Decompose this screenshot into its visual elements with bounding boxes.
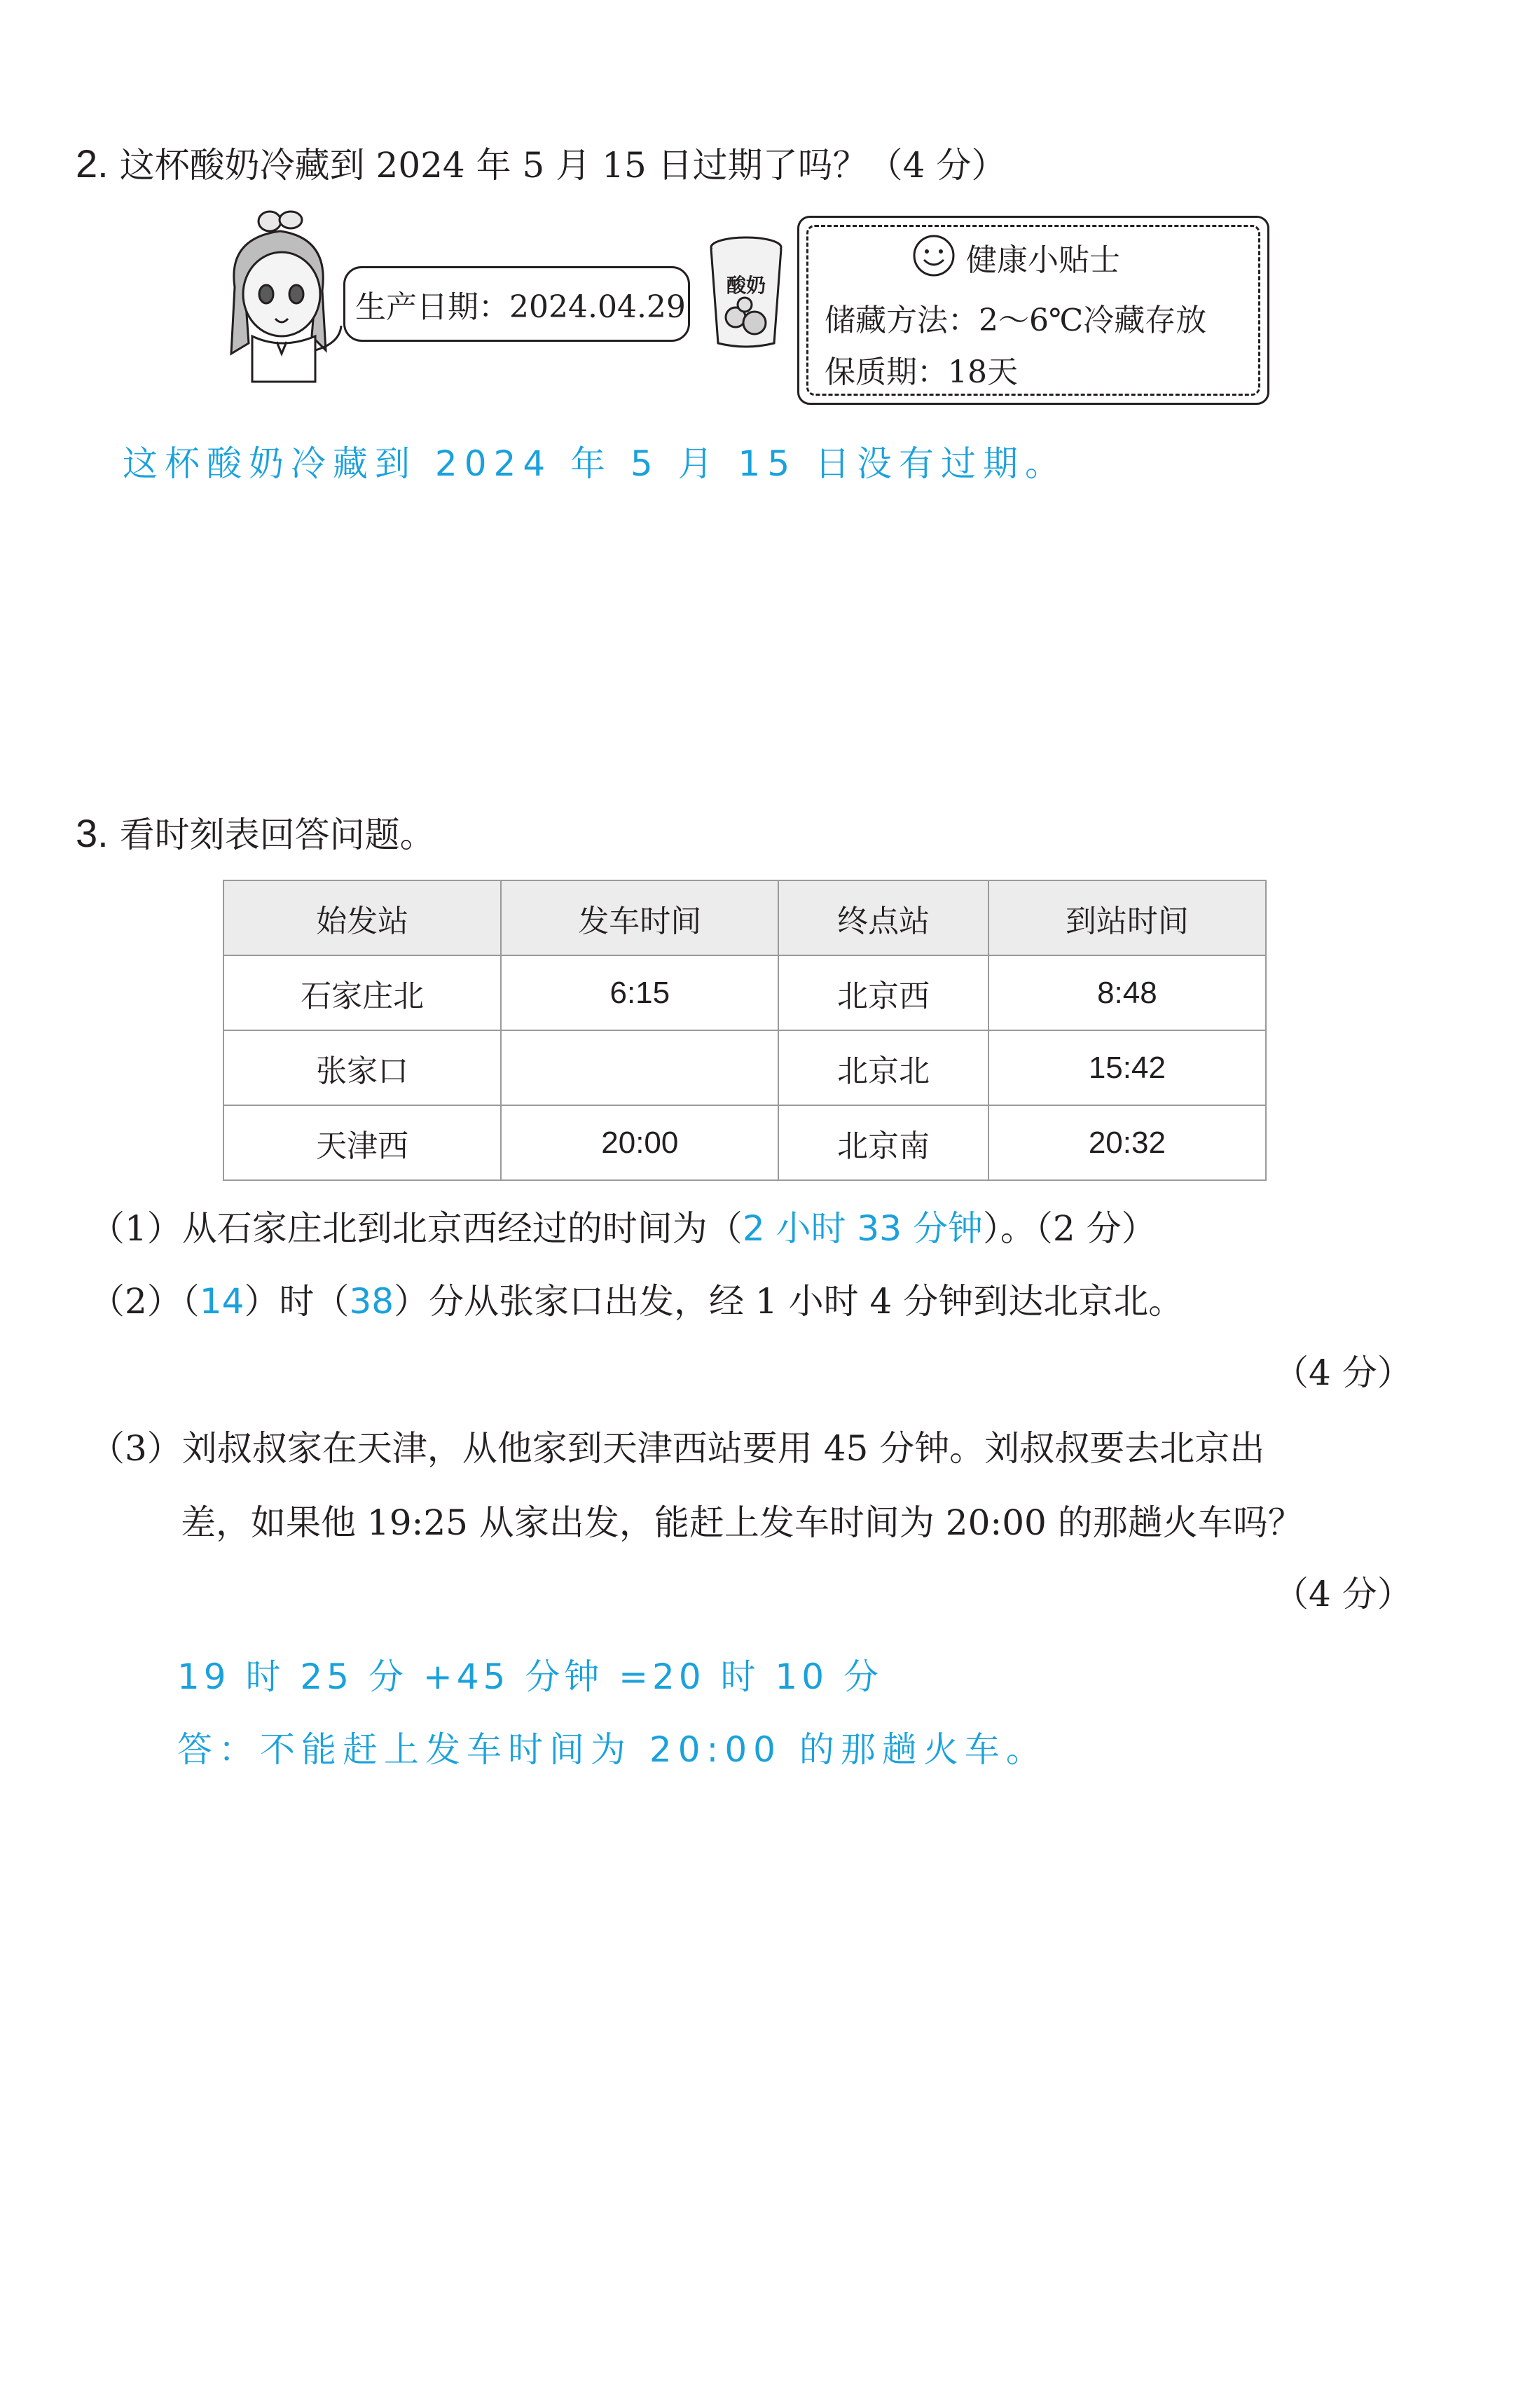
q3-sub1-prefix: （1）从石家庄北到北京西经过的时间为（	[90, 1208, 743, 1249]
q3-title	[76, 807, 435, 857]
table-row	[223, 1105, 1266, 1180]
q3-sub1-answer: 2 小时 33 分钟	[742, 1208, 983, 1249]
q3-sub2	[90, 1273, 1183, 1324]
q3-sub3-line1: （3）刘叔叔家在天津，从他家到天津西站要用 45 分钟。刘叔叔要去北京出	[90, 1428, 1265, 1469]
storage-method: 储藏方法：2～6℃冷藏存放	[825, 303, 1207, 338]
q3-sub2-mid: ）时（	[244, 1281, 350, 1322]
q3-sub3-line2: 差，如果他 19:25 从家出发，能赶上发车时间为 20:00 的那趟火车吗？	[181, 1502, 1303, 1543]
q3-sub1	[90, 1200, 1157, 1251]
header-terminal-station: 终点站	[778, 880, 988, 955]
production-date-bubble	[343, 266, 690, 342]
cell-departure-time: 6:15	[501, 955, 778, 1030]
q3-number: 3.	[76, 811, 109, 855]
q3-sub3-calculation: 19 时 25 分 +45 分钟 =20 时 10 分	[177, 1656, 883, 1697]
q3-sub2-answer-min: 38	[349, 1281, 394, 1322]
q3-sub2-answer-hour: 14	[199, 1281, 244, 1322]
cup-label: 酸奶	[726, 274, 766, 297]
yogurt-cup-icon	[704, 235, 788, 350]
production-date-text: 生产日期：2024.04.29	[355, 289, 686, 325]
train-timetable	[223, 880, 1267, 1181]
q3-sub3-score: （4 分）	[1274, 1574, 1412, 1614]
q2-answer: 这杯酸奶冷藏到 2024 年 5 月 15 日没有过期。	[123, 443, 1068, 484]
cell-arrival-time: 20:32	[988, 1105, 1266, 1180]
cell-departure-time	[501, 1030, 778, 1105]
smiley-icon	[911, 233, 956, 278]
table-header-row	[223, 880, 1266, 955]
q3-sub1-suffix: ）。（2 分）	[982, 1208, 1157, 1249]
header-departure-time: 发车时间	[501, 880, 778, 955]
q3-text: 看时刻表回答问题。	[119, 815, 435, 855]
q2-title	[76, 137, 1006, 188]
cell-terminal-station: 北京西	[778, 955, 988, 1030]
q3-sub2-prefix: （2）（	[90, 1281, 200, 1322]
cell-departure-station: 石家庄北	[223, 955, 501, 1030]
cell-terminal-station: 北京南	[778, 1105, 988, 1180]
q2-text: 这杯酸奶冷藏到 2024 年 5 月 15 日过期了吗？（4 分）	[119, 145, 1007, 186]
health-tips-title: 健康小贴士	[966, 242, 1120, 278]
q3-sub2-suffix: ）分从张家口出发，经 1 小时 4 分钟到达北京北。	[394, 1281, 1184, 1322]
header-arrival-time: 到站时间	[988, 880, 1266, 955]
table-row	[223, 955, 1266, 1030]
q2-number: 2.	[76, 141, 109, 186]
cell-departure-station: 张家口	[223, 1030, 501, 1105]
q3-sub2-score: （4 分）	[1274, 1352, 1412, 1393]
shelf-life: 保质期：18天	[825, 354, 1018, 390]
q3-sub3-answer: 答：不能赶上发车时间为 20:00 的那趟火车。	[177, 1729, 1047, 1770]
header-departure-station: 始发站	[223, 880, 501, 955]
cell-arrival-time: 8:48	[988, 955, 1266, 1030]
table-row	[223, 1030, 1266, 1105]
cell-departure-time: 20:00	[501, 1105, 778, 1180]
cell-arrival-time: 15:42	[988, 1030, 1266, 1105]
health-tips-box	[797, 216, 1269, 405]
cell-departure-station: 天津西	[223, 1105, 501, 1180]
girl-illustration	[214, 210, 347, 385]
cell-terminal-station: 北京北	[778, 1030, 988, 1105]
